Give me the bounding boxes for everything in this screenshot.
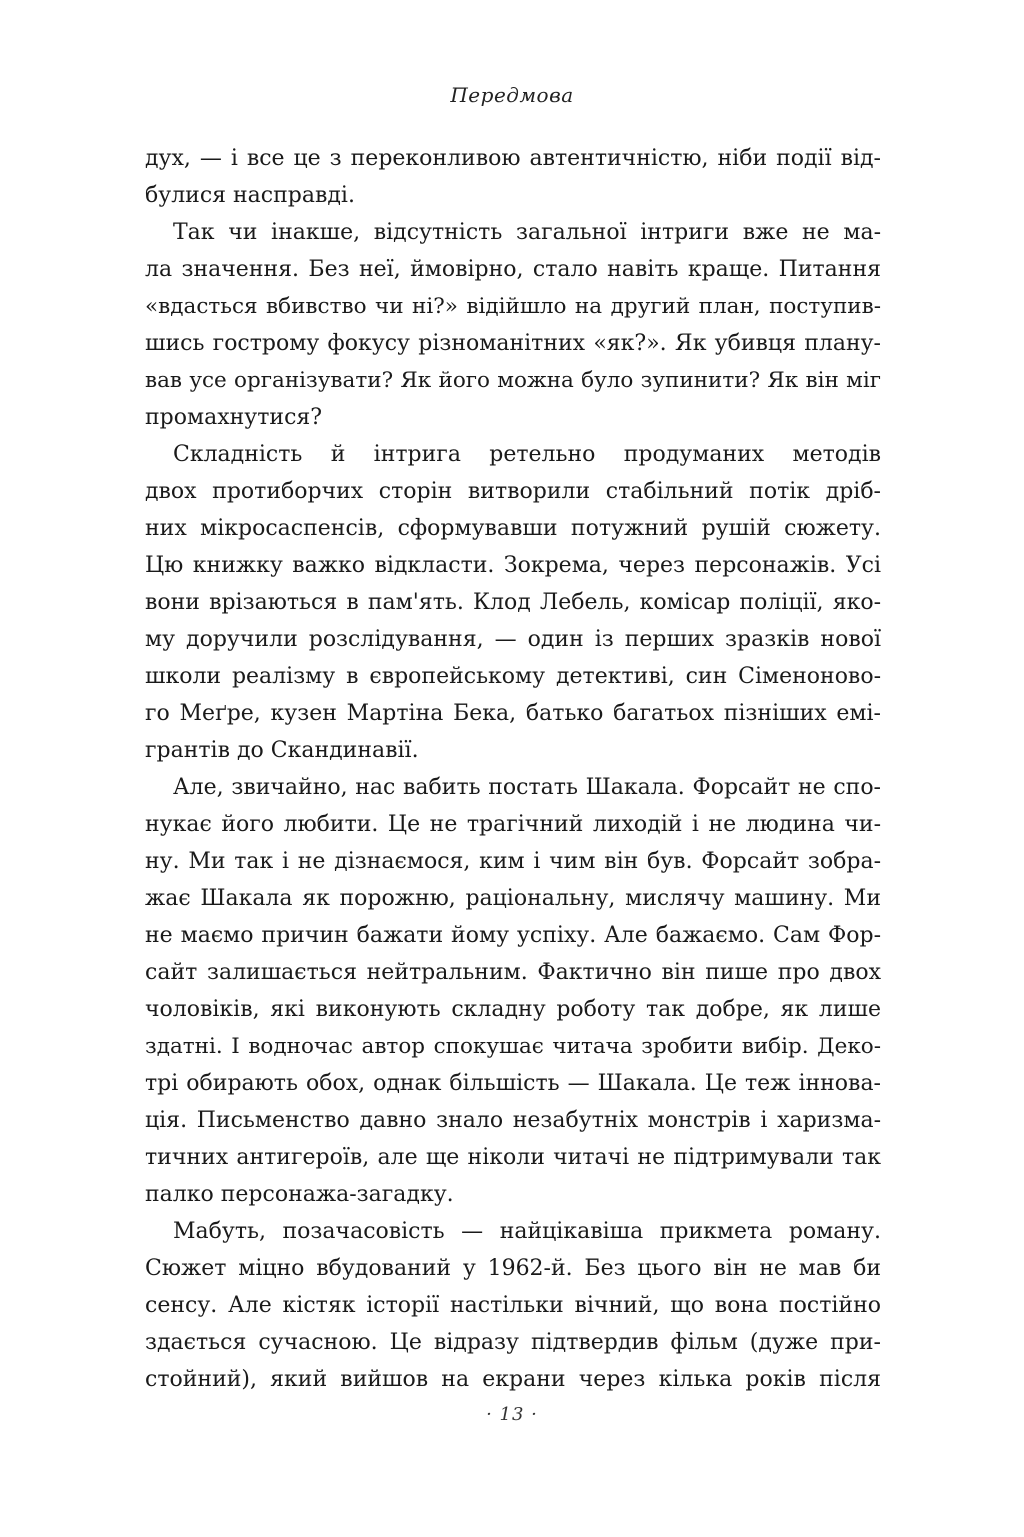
running-head: Передмова (450, 83, 574, 107)
text-line: стойний), який вийшов на екрани через кілька років після (145, 1367, 881, 1392)
text-line: чоловіків, які виконують складну роботу так добре, як лише (145, 997, 881, 1022)
text-line: булися насправді. (145, 183, 355, 208)
text-line: ла значення. Без неї, ймовірно, стало навіть краще. Питання (145, 257, 881, 282)
text-line: Але, звичайно, нас вабить постать Шакала. Форсайт не спо- (173, 775, 881, 800)
text-line: сенсу. Але кістяк історії настільки вічний, що вона постійно (145, 1293, 881, 1318)
text-line: Сюжет міцно вбудований у 1962-й. Без цього він не мав би (145, 1256, 881, 1281)
text-line: ну. Ми так і не дізнаємося, ким і чим він був. Форсайт зобра- (145, 849, 881, 874)
text-line: трі обирають обох, однак більшість — Шакала. Це теж іннова- (145, 1071, 881, 1096)
text-line: них мікросаспенсів, сформувавши потужний рушій сюжету. (145, 516, 881, 541)
text-line: шись гострому фокусу різноманітних «як?». Як убивця плану- (145, 331, 881, 356)
text-line: жає Шакала як порожню, раціональну, мислячу машину. Ми (145, 886, 881, 911)
text-line: нукає його любити. Це не трагічний лиходій і не людина чи- (145, 812, 881, 837)
text-line: двох протиборчих сторін витворили стабільний потік дріб- (145, 479, 881, 504)
text-line: школи реалізму в європейському детективі, син Сіменоново- (145, 664, 881, 689)
text-line: грантів до Скандинавії. (145, 738, 419, 763)
text-line: му доручили розслідування, — один із перших зразків нової (145, 627, 881, 652)
text-line: ція. Письменство давно знало незабутніх монстрів і харизма- (145, 1108, 881, 1133)
text-line: вони врізаються в пам'ять. Клод Лебель, комісар поліції, яко- (145, 590, 881, 615)
text-line: Цю книжку важко відкласти. Зокрема, через персонажів. Усі (145, 553, 881, 578)
text-line: не маємо причин бажати йому успіху. Але бажаємо. Сам Фор- (145, 923, 881, 948)
text-line: дух, — і все це з переконливою автентичністю, ніби події від- (145, 146, 881, 171)
text-line: Так чи інакше, відсутність загальної інтриги вже не ма- (173, 220, 881, 245)
text-line: го Меґре, кузен Мартіна Бека, батько багатьох пізніших емі- (145, 701, 881, 726)
text-line: Мабуть, позачасовість — найцікавіша прикмета роману. (173, 1219, 881, 1244)
body-text (145, 140, 881, 1398)
text-line: Складність й інтрига ретельно продуманих методів (173, 442, 881, 467)
text-line: тичних антигероїв, але ще ніколи читачі не підтримували так (145, 1145, 881, 1170)
text-line: «вдасться вбивство чи ні?» відійшло на другий план, поступив- (145, 294, 881, 319)
text-line: палко персонажа-загадку. (145, 1182, 454, 1207)
page-number: · 13 · (486, 1404, 538, 1425)
text-line: вав усе організувати? Як його можна було зупинити? Як він міг (145, 368, 881, 393)
text-line: здатні. І водночас автор спокушає читача зробити вибір. Деко- (145, 1034, 881, 1059)
text-line: сайт залишається нейтральним. Фактично він пише про двох (145, 960, 881, 985)
text-line: промахнутися? (145, 405, 323, 430)
text-line: здається сучасною. Це відразу підтвердив фільм (дуже при- (145, 1330, 881, 1355)
